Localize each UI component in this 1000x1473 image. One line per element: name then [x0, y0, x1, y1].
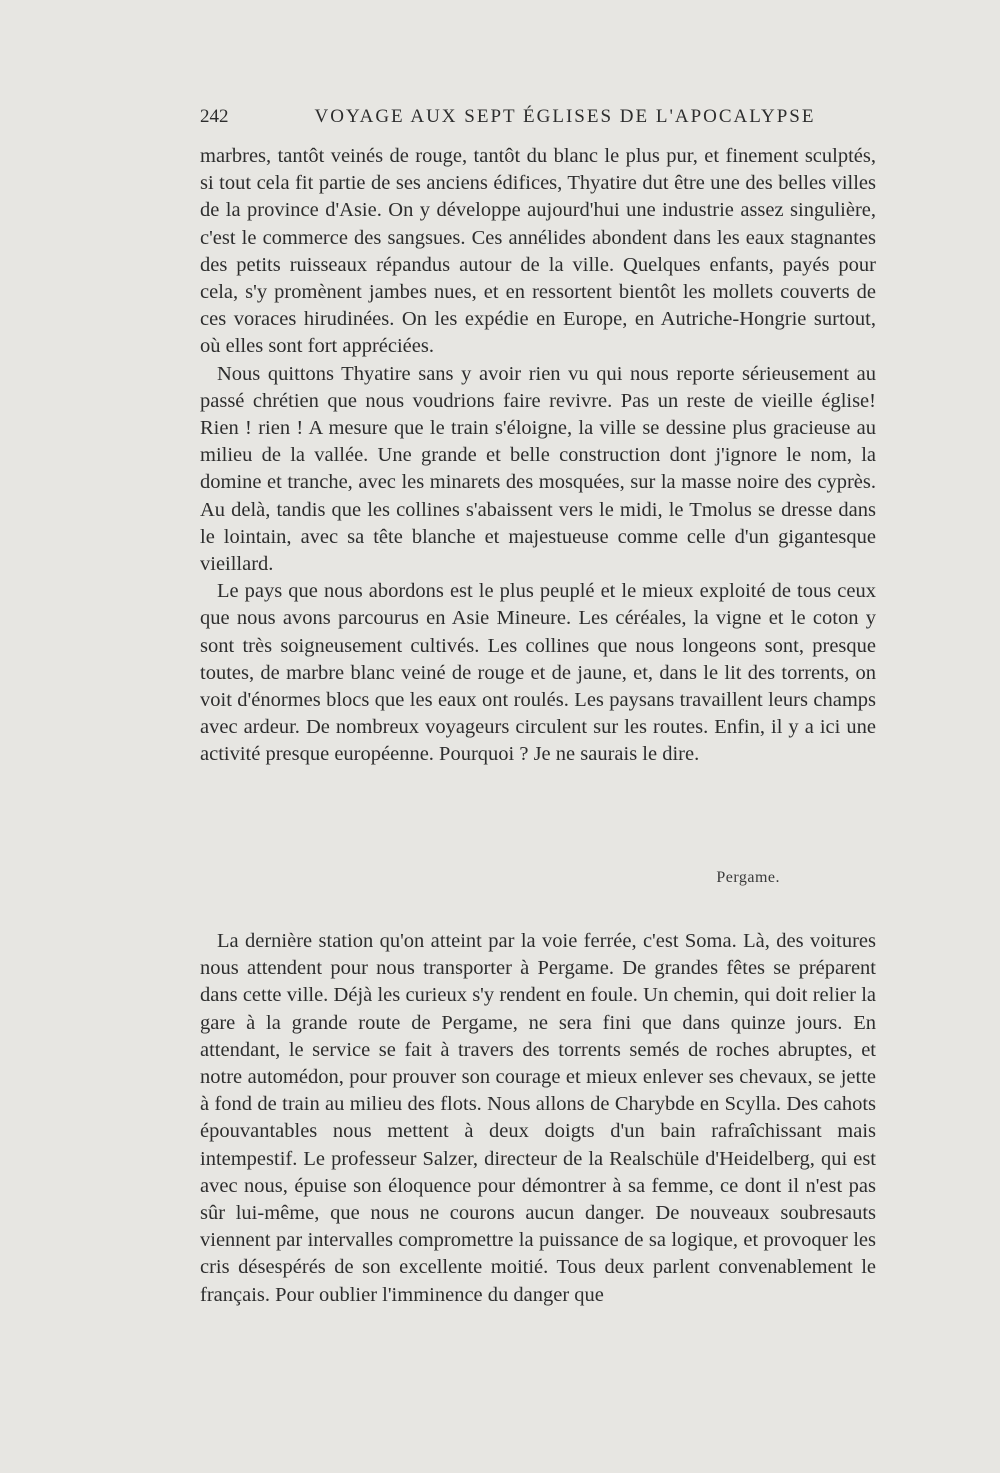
page-header	[200, 106, 880, 136]
paragraph-continued: marbres, tantôt veinés de rouge, tantôt du blanc le plus pur, et finement sculptés, si tout cela fit partie de ses anciens édifices, Thyatire dut être une des belles villes de la province d'Asie. On y développe aujourd'hui une industrie assez singulière, c'est le commerce des sangsues. Ces annélides abondent dans les eaux stagnantes des petits ruisseaux répandus autour de la ville. Quelques enfants, payés pour cela, s'y promènent jambes nues, et en ressortent bientôt les mollets couverts de ces voraces hirudinées. On les expédie en Europe, en Autriche-Hongrie surtout, où elles sont fort appréciées.	[200, 145, 876, 358]
running-title: VOYAGE AUX SEPT ÉGLISES DE L'APOCALYPSE	[314, 106, 816, 127]
paragraph: Nous quittons Thyatire sans y avoir rien vu qui nous reporte sérieusement au passé chrétien que nous voudrions faire revivre. Pas un reste de vieille église! Rien ! rien ! A mesure que le train s'éloigne, la ville se dessine plus gracieuse au milieu de la vallée. Une grande et belle construction dont j'ignore le nom, la domine et tranche, avec les minarets des mosquées, sur la masse noire des cyprès. Au delà, tandis que les collines s'abaissent vers le midi, le Tmolus se dresse dans le lointain, avec sa tête blanche et majestueuse comme celle d'un gigantesque vieillard.	[200, 362, 876, 576]
text-block-thyatire	[200, 143, 876, 769]
text-block-pergame	[200, 928, 876, 1309]
page-number: 242	[200, 106, 229, 127]
paragraph: La dernière station qu'on atteint par la voie ferrée, c'est Soma. Là, des voitures nous attendent pour nous transporter à Pergame. De grandes fêtes se préparent dans cette ville. Déjà les curieux s'y rendent en foule. Un chemin, qui doit relier la gare à la grande route de Pergame, ne sera fini que dans quinze jours. En attendant, le service se fait à travers des torrents semés de roches abruptes, et notre automédon, pour prouver son courage et mieux enlever ses chevaux, se jette à fond de train au milieu des flots. Nous allons de Charybde en Scylla. Des cahots épouvantables nous mettent à deux doigts d'un bain rafraîchissant mais intempestif. Le professeur Salzer, directeur de la Realschüle d'Heidelberg, qui est avec nous, épuise son éloquence pour démontrer à sa femme, ce dont il n'est pas sûr lui-même, que nous ne courons aucun danger. De nouveaux soubresauts viennent par intervalles compromettre la puissance de sa logique, et provoquer les cris désespérés de son excellente moitié. Tous deux parlent convenablement le français. Pour oublier l'imminence du danger que	[200, 930, 876, 1306]
paragraph: Le pays que nous abordons est le plus peuplé et le mieux exploité de tous ceux que nous avons parcourus en Asie Mineure. Les céréales, la vigne et le coton y sont très soigneusement cultivés. Les collines que nous longeons sont, presque toutes, de marbre blanc veiné de rouge et de jaune, et, dans le lit des torrents, on voit d'énormes blocs que les eaux ont roulés. Les paysans travaillent leurs champs avec ardeur. De nombreux voyageurs circulent sur les routes. Enfin, il y a ici une activité presque européenne. Pourquoi ? Je ne saurais le dire.	[200, 580, 876, 766]
section-heading-pergame: Pergame.	[716, 869, 780, 886]
